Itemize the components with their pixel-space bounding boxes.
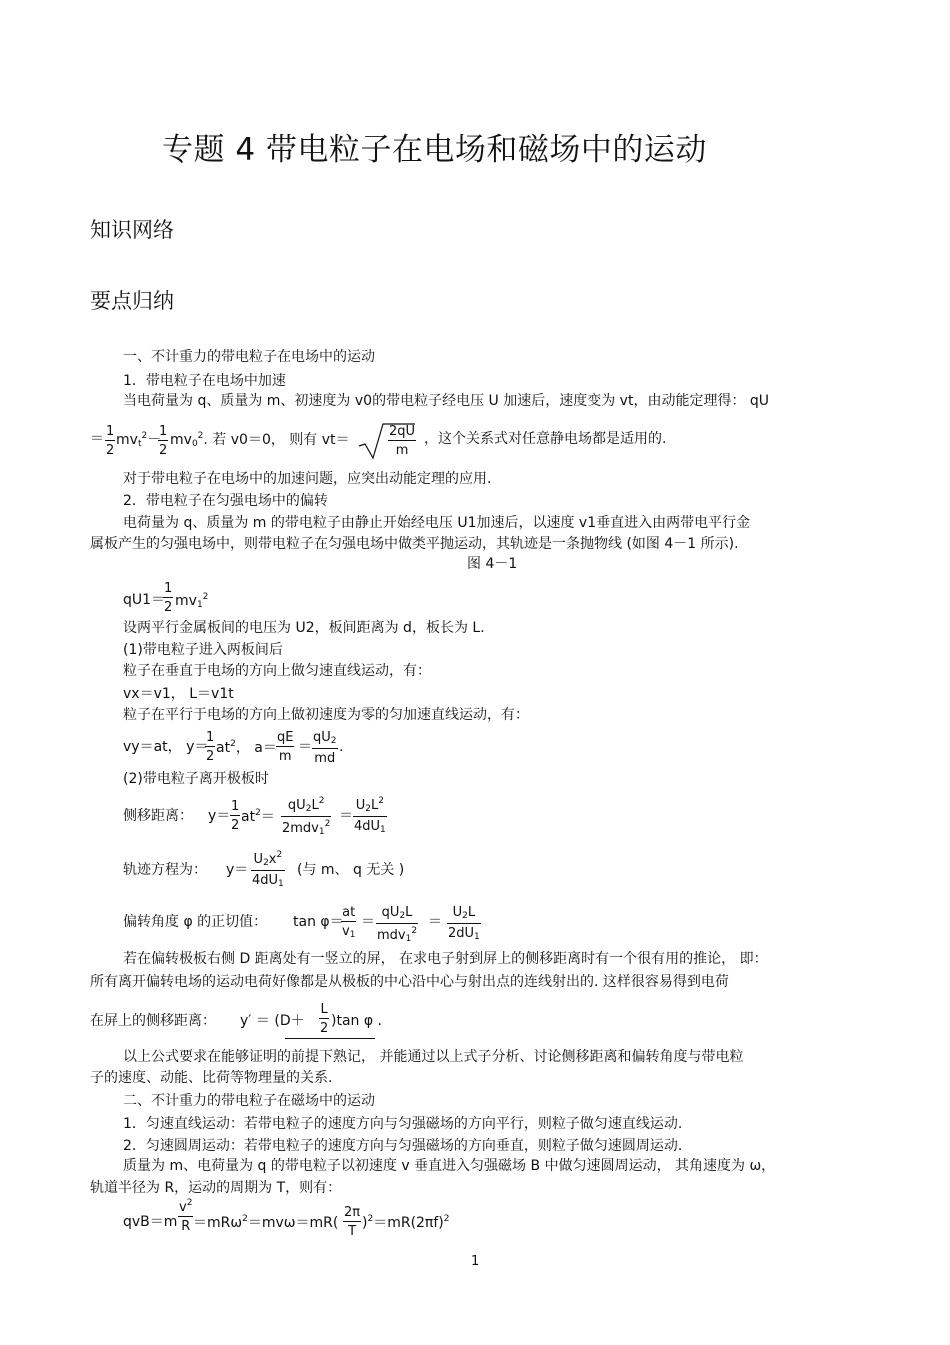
equation-vx: vx＝v1， L＝v1t xyxy=(123,686,234,702)
fraction-L-over-2: $\frac{L}{2}$ xyxy=(320,1002,329,1036)
deflection-angle-tan: tan φ＝ xyxy=(293,914,344,930)
lorentz-equation-3: )$^2=mR(2\pi f)^2$ xyxy=(362,1214,450,1231)
figure-caption: 图 4－1 xyxy=(467,556,518,572)
side-displacement-label: 侧移距离： xyxy=(123,808,193,824)
section-2-paragraph-2: 2．匀速圆周运动：若带电粒子的速度方向与匀强磁场的方向垂直，则粒子做匀速圆周运动. xyxy=(123,1138,683,1154)
screen-equation-tail: )tan φ . xyxy=(331,1013,382,1029)
heading-knowledge-network: 知识网络 xyxy=(90,218,174,242)
lorentz-equation: qvB＝m xyxy=(123,1214,178,1230)
fraction-qU2-over-md: $\frac{qU_2}{md}$ xyxy=(313,730,337,766)
fraction-trajectory: $\frac{U_2x^2}{4dU_1}$ xyxy=(252,850,284,889)
equation-qU1: qU1＝ xyxy=(123,592,166,608)
side-displacement-y: y＝ xyxy=(208,808,231,824)
page-number: 1 xyxy=(471,1254,480,1269)
fraction-angle-2: $qU_2L$ mdv$_1^2$ xyxy=(377,905,418,944)
equation-underline xyxy=(285,1038,375,1039)
fraction-half: $\frac{1}{2}$ xyxy=(159,424,168,458)
side-displacement-at2: $at^2=$ xyxy=(241,808,275,825)
item-1-paragraph-2: 粒子在平行于电场的方向上做初速度为零的匀加速直线运动，有： xyxy=(123,707,529,723)
period: . xyxy=(339,739,344,755)
equation-vy: vy＝at， y＝ xyxy=(123,739,209,755)
fraction-v2-over-R: $\frac{v^2}{R}$ xyxy=(179,1198,193,1234)
equals-sign: ＝ xyxy=(298,739,312,755)
fraction-half: $\frac{1}{2}$ xyxy=(164,581,173,615)
fraction-half: $\frac{1}{2}$ xyxy=(231,799,240,833)
fraction-qE-over-m: $\frac{qE}{m}$ xyxy=(277,730,294,764)
trajectory-note: (与 m、 q 无关 ) xyxy=(297,862,405,878)
trajectory-label: 轨迹方程为： xyxy=(123,862,207,878)
screen-paragraph-3: 在屏上的侧移距离： xyxy=(90,1013,216,1029)
screen-paragraph-1: 若在偏转极板右侧 D 距离处有一竖立的屏， 在求电子射到屏上的侧移距离时有一个很有用的推论， 即： xyxy=(123,951,768,967)
energy-equation-note: ，这个关系式对任意静电场都是适用的. xyxy=(424,431,667,447)
page-title: 专题 4 带电粒子在电场和磁场中的运动 xyxy=(162,132,707,168)
section-2-title: 二、不计重力的带电粒子在磁场中的运动 xyxy=(123,1093,375,1109)
heading-key-points: 要点归纳 xyxy=(90,289,174,313)
subsection-1-title: 1．带电粒子在电场中加速 xyxy=(123,373,286,389)
fraction-side-2: $\frac{U_2L^2}{4dU_1}$ xyxy=(354,796,386,835)
equals-sign: ＝ xyxy=(361,914,375,930)
memo-paragraph-2: 子的速度、动能、比荷等物理量的关系. xyxy=(90,1070,333,1086)
lorentz-equation-2: ＝mRω$^2$＝mvω＝mR( xyxy=(193,1214,339,1231)
equation-qU1-rhs: $mv_1^2$ xyxy=(175,592,209,610)
fraction-half: $\frac{1}{2}$ xyxy=(206,730,215,764)
paragraph-deflect-1: 电荷量为 q、质量为 m 的带电粒子由静止开始经电压 U1加速后，以速度 v1垂直进入由两带电平行金 xyxy=(123,515,751,531)
fraction-angle-1: $\frac{at}{v_1}$ xyxy=(342,905,356,940)
trajectory-y: y＝ xyxy=(226,862,249,878)
equals-sign: ＝ xyxy=(339,808,353,824)
energy-equation-term2: $mv_0^2$. 若 v0＝0， 则有 vt＝ xyxy=(170,431,350,449)
deflection-angle-label: 偏转角度 φ 的正切值： xyxy=(123,914,268,930)
fraction-side-1: $qU_2L^2$ 2mdv$_1^2$ xyxy=(282,796,331,837)
section-1-title: 一、不计重力的带电粒子在电场中的运动 xyxy=(123,349,375,365)
energy-equation: ＝ xyxy=(90,431,104,447)
paragraph-plate-setup: 设两平行金属板间的电压为 U2，板间距离为 d，板长为 L. xyxy=(123,620,485,636)
subsection-2-title: 2．带电粒子在匀强电场中的偏转 xyxy=(123,493,328,509)
section-2-paragraph-3: 质量为 m、电荷量为 q 的带电粒子以初速度 v 垂直进入匀强磁场 B 中做匀速圆周运动， 其角速度为 ω， xyxy=(123,1158,776,1174)
item-1-paragraph-1: 粒子在垂直于电场的方向上做匀速直线运动，有： xyxy=(123,663,431,679)
paragraph-deflect-2: 属板产生的匀强电场中，则带电粒子在匀强电场中做类平抛运动，其轨迹是一条抛物线 (如图 4－1 所示). xyxy=(90,536,739,552)
energy-equation-term1: $mv_t^2-$ xyxy=(116,431,162,449)
screen-equation: y′ ＝ (D＋ xyxy=(240,1013,305,1029)
section-2-paragraph-4: 轨道半径为 R，运动的周期为 T，则有： xyxy=(90,1180,342,1196)
item-2-title: (2)带电粒子离开极板时 xyxy=(123,771,269,787)
fraction-2pi-over-T: $\frac{2\pi}{T}$ xyxy=(344,1205,361,1239)
equation-y: $at^2$， a＝ xyxy=(216,739,277,756)
item-1-title: (1)带电粒子进入两板间后 xyxy=(123,642,283,658)
screen-paragraph-2: 所有离开偏转电场的运动电荷好像都是从极板的中心沿中心与射出点的连线射出的. 这样很容易得到电荷 xyxy=(90,974,729,990)
paragraph-accel-1: 当电荷量为 q、质量为 m、初速度为 v0的带电粒子经电压 U 加速后，速度变为 vt，由动能定理得： qU xyxy=(123,393,770,409)
fraction-half: $\frac{1}{2}$ xyxy=(106,424,115,458)
equals-sign: ＝ xyxy=(428,914,442,930)
section-2-paragraph-1: 1．匀速直线运动：若带电粒子的速度方向与匀强磁场的方向平行，则粒子做匀速直线运动. xyxy=(123,1116,683,1132)
fraction-angle-3: $\frac{U_2L}{2dU_1}$ xyxy=(448,905,480,942)
fraction-2qU-over-m: $\frac{2qU}{m}$ xyxy=(389,424,416,458)
paragraph-accel-2: 对于带电粒子在电场中的加速问题，应突出动能定理的应用. xyxy=(123,471,492,487)
memo-paragraph-1: 以上公式要求在能够证明的前提下熟记， 并能通过以上式子分析、讨论侧移距离和偏转角度与带电粒 xyxy=(123,1049,744,1065)
